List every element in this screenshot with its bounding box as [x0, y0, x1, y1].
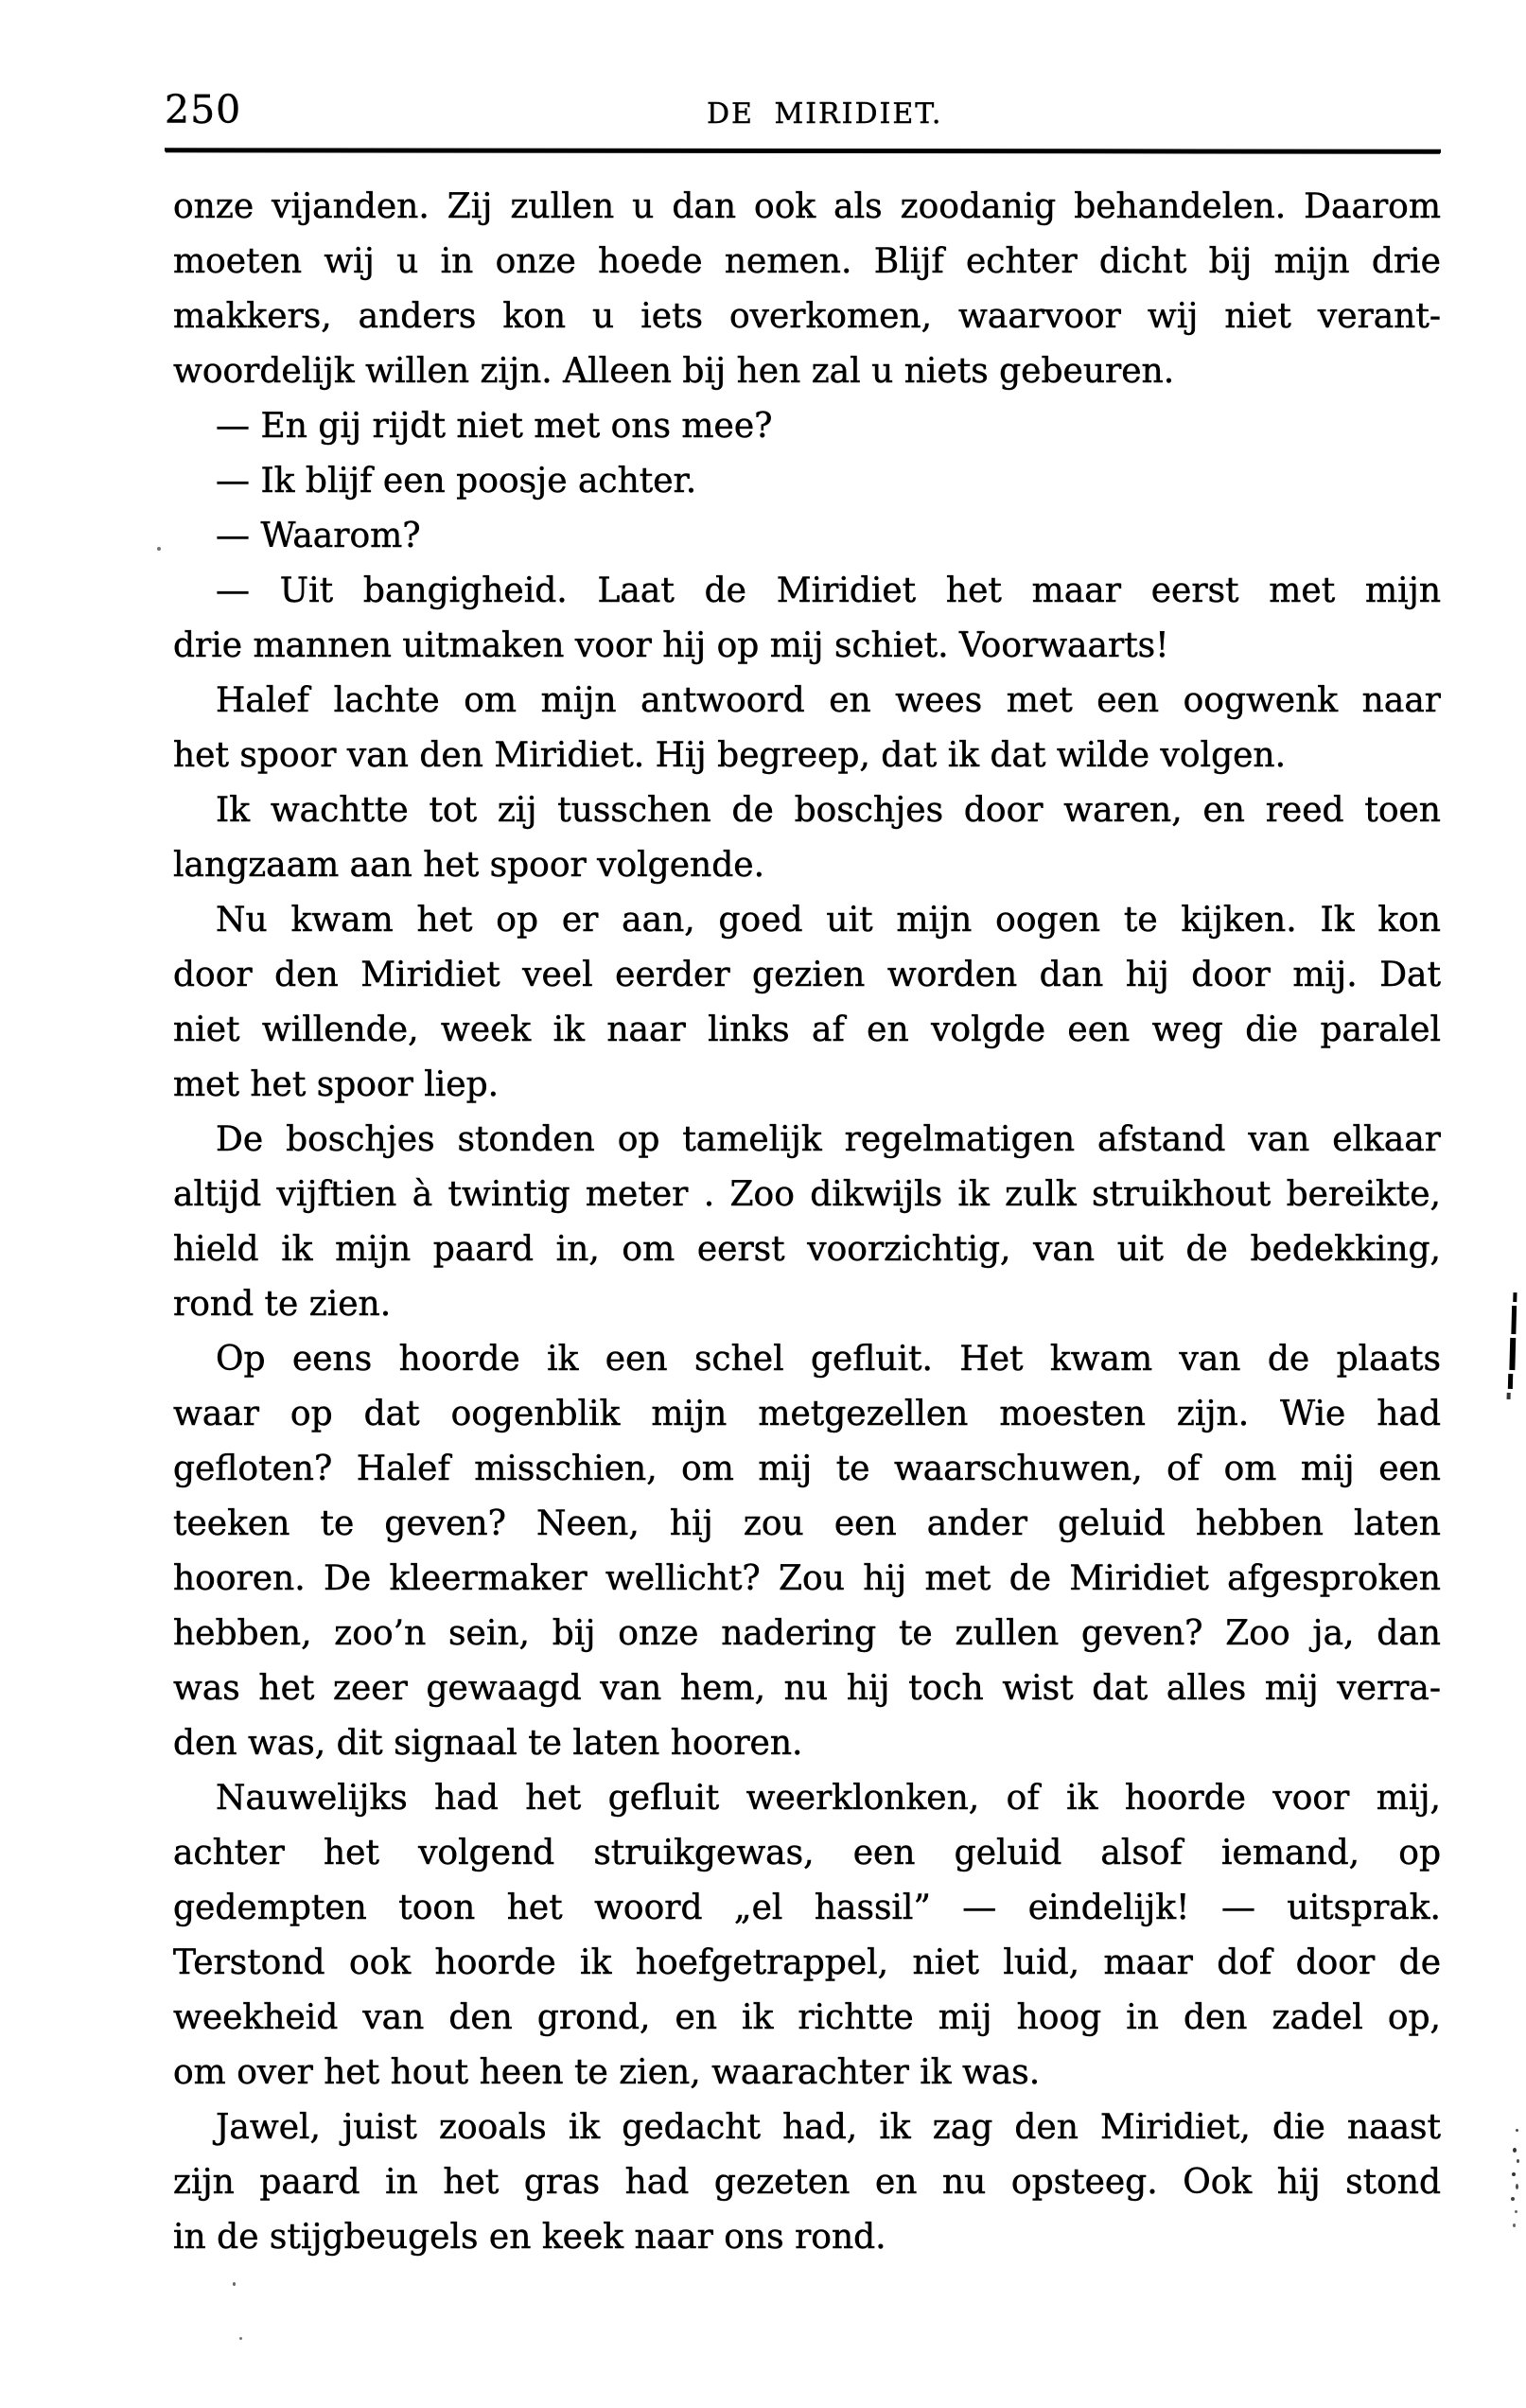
- text-line: gefloten? Halef misschien, om mij te waarschuwen, of om mij een: [173, 1450, 1441, 1488]
- text-line: den was, dit signaal te laten hooren.: [173, 1724, 803, 1763]
- text-line: hooren. De kleermaker wellicht? Zou hij met de Miridiet afgesproken: [173, 1559, 1441, 1598]
- text-line: gedempten toon het woord „el hassil” — eindelijk! — uitsprak.: [173, 1889, 1441, 1927]
- text-line: drie mannen uitmaken voor hij op mij schiet. Voorwaarts!: [173, 626, 1169, 665]
- text-line: was het zeer gewaagd van hem, nu hij toch wist dat alles mij verra-: [173, 1669, 1441, 1708]
- text-line: — En gij rijdt niet met ons mee?: [216, 407, 773, 446]
- text-line: Jawel, juist zooals ik gedacht had, ik zag den Miridiet, die naast: [216, 2108, 1441, 2147]
- scan-artifact-streak: [1506, 1292, 1518, 1401]
- scan-artifact-dot: [233, 2282, 236, 2286]
- page-number: 250: [165, 87, 242, 132]
- text-line: altijd vijftien à twintig meter . Zoo dikwijls ik zulk struikhout bereikte,: [173, 1175, 1441, 1214]
- text-line: De boschjes stonden op tamelijk regelmatigen afstand van elkaar: [216, 1120, 1441, 1159]
- text-line: Halef lachte om mijn antwoord en wees met een oogwenk naar: [216, 681, 1441, 720]
- text-line: met het spoor liep.: [173, 1065, 500, 1104]
- text-line: achter het volgend struikgewas, een geluid alsof iemand, op: [173, 1834, 1441, 1872]
- running-title: DE MIRIDIET.: [707, 97, 943, 131]
- text-line: hebben, zoo’n sein, bij onze nadering te zullen geven? Zoo ja, dan: [173, 1614, 1441, 1653]
- text-line: Terstond ook hoorde ik hoefgetrappel, niet luid, maar dof door de: [173, 1943, 1441, 1982]
- text-line: rond te zien.: [173, 1285, 392, 1324]
- text-line: het spoor van den Miridiet. Hij begreep, dat ik dat wilde volgen.: [173, 736, 1287, 775]
- text-line: waar op dat oogenblik mijn metgezellen moesten zijn. Wie had: [173, 1395, 1441, 1433]
- text-line: — Waarom?: [216, 517, 421, 555]
- text-line: in de stijgbeugels en keek naar ons rond.: [173, 2218, 886, 2257]
- scan-artifact-dot: [157, 547, 161, 551]
- text-line: door den Miridiet veel eerder gezien worden dan hij door mij. Dat: [173, 956, 1441, 994]
- scan-artifact-dot: [239, 2337, 242, 2340]
- header-rule: [165, 148, 1441, 152]
- text-line: Nauwelijks had het gefluit weerklonken, of ik hoorde voor mij,: [216, 1779, 1441, 1818]
- body-text-block: [173, 180, 1441, 2265]
- scan-artifact-speckles: [1508, 2127, 1523, 2241]
- text-line: woordelijk willen zijn. Alleen bij hen zal u niets gebeuren.: [173, 352, 1175, 391]
- text-line: — Ik blijf een poosje achter.: [216, 462, 697, 501]
- text-line: hield ik mijn paard in, om eerst voorzichtig, van uit de bedekking,: [173, 1230, 1441, 1269]
- text-line: zijn paard in het gras had gezeten en nu opsteeg. Ook hij stond: [173, 2163, 1441, 2202]
- text-line: Op eens hoorde ik een schel gefluit. Het kwam van de plaats: [216, 1340, 1441, 1379]
- text-line: Ik wachtte tot zij tusschen de boschjes door waren, en reed toen: [216, 791, 1441, 830]
- text-line: weekheid van den grond, en ik richtte mij hoog in den zadel op,: [173, 1998, 1441, 2037]
- text-line: teeken te geven? Neen, hij zou een ander geluid hebben laten: [173, 1504, 1441, 1543]
- text-line: onze vijanden. Zij zullen u dan ook als zoodanig behandelen. Daarom: [173, 187, 1441, 226]
- text-line: moeten wij u in onze hoede nemen. Blijf echter dicht bij mijn drie: [173, 242, 1441, 281]
- text-line: Nu kwam het op er aan, goed uit mijn oogen te kijken. Ik kon: [216, 901, 1441, 940]
- text-line: makkers, anders kon u iets overkomen, waarvoor wij niet verant-: [173, 297, 1441, 336]
- text-line: niet willende, week ik naar links af en volgde een weg die paralel: [173, 1011, 1441, 1049]
- text-line: langzaam aan het spoor volgende.: [173, 846, 765, 885]
- text-line: om over het hout heen te zien, waarachter ik was.: [173, 2053, 1041, 2092]
- text-line: — Uit bangigheid. Laat de Miridiet het maar eerst met mijn: [216, 571, 1441, 610]
